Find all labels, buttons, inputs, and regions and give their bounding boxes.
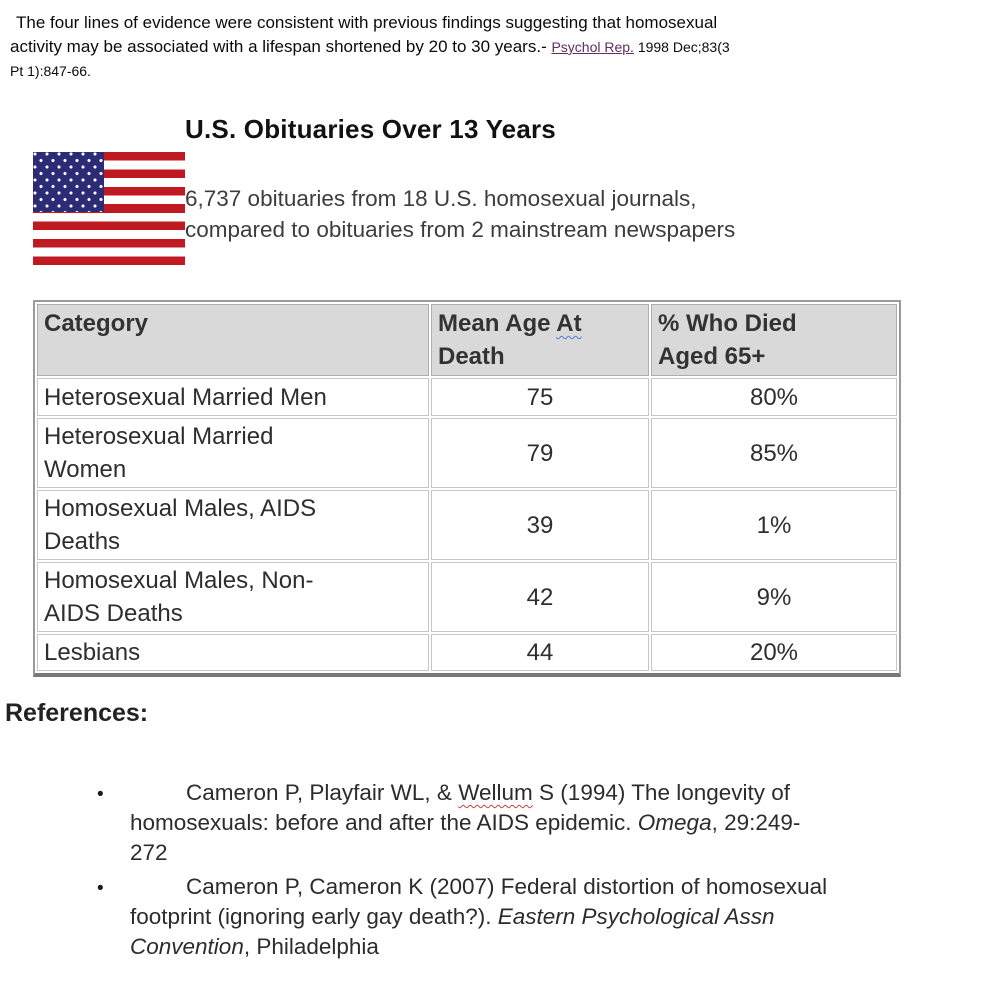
category-text: Heterosexual Married Women	[44, 423, 274, 483]
mean-age-pre: Mean Age	[438, 310, 557, 337]
category-text: Heterosexual Married Men	[44, 383, 327, 411]
ref-journal-italic: Convention	[130, 934, 244, 959]
category-header-label: Category	[44, 310, 149, 337]
mean-age-squiggle-word: At	[556, 310, 582, 337]
category-cell	[37, 562, 429, 632]
category-text: Homosexual Males, Non-AIDS Deaths	[44, 567, 314, 627]
flag-stars-canton	[33, 152, 104, 212]
mean-age-header-label	[438, 307, 608, 373]
intro-line-2-text: activity may be associated with a lifespan shortened by 20 to 30 years.-	[10, 37, 552, 56]
mean-age-cell: 79	[431, 418, 649, 488]
subtitle-line-1: 6,737 obituaries from 18 U.S. homosexual journals,	[185, 186, 697, 211]
mean-age-cell: 75	[431, 378, 649, 416]
mean-age-post: Death	[438, 343, 505, 370]
ref-text: , Philadelphia	[243, 934, 379, 959]
ref-text: S (1994) The longevity of	[532, 780, 791, 805]
intro-line-1: The four lines of evidence were consistent with previous findings suggesting that homosexual	[16, 13, 718, 32]
pct-65-cell: 85%	[651, 418, 897, 488]
us-flag-icon	[33, 152, 185, 265]
pct-65-cell: 9%	[651, 562, 897, 632]
psychol-rep-link[interactable]: Psychol Rep.	[551, 39, 634, 55]
references-heading: References:	[5, 699, 149, 727]
column-header-pct-died-65	[651, 304, 897, 376]
pct-died-header-label: % Who Died Aged 65+	[658, 310, 797, 370]
category-cell	[37, 418, 429, 488]
reference-line	[130, 902, 930, 932]
category-text: Lesbians	[44, 639, 141, 666]
table-row	[37, 562, 897, 632]
category-cell	[37, 378, 429, 416]
intro-line-3: Pt 1):847-66.	[10, 63, 91, 79]
table-row	[37, 634, 897, 671]
citation-text: 1998 Dec;83(3	[633, 39, 730, 55]
ref-squiggle-word: Wellum	[458, 780, 533, 805]
reference-list	[97, 778, 930, 966]
subtitle-line-2: compared to obituaries from 2 mainstream newspapers	[185, 217, 736, 242]
table-header-row	[37, 304, 897, 376]
ref-journal-italic: Omega	[637, 810, 712, 835]
mean-age-cell: 44	[431, 634, 649, 671]
category-cell	[37, 634, 429, 671]
subtitle	[185, 183, 735, 245]
pct-65-cell: 80%	[651, 378, 897, 416]
reference-line: Cameron P, Cameron K (2007) Federal distortion of homosexual	[186, 874, 828, 899]
reference-line	[130, 778, 930, 808]
intro-line-2	[10, 35, 955, 59]
table-row	[37, 378, 897, 416]
pct-65-cell: 1%	[651, 490, 897, 560]
reference-line	[130, 932, 930, 962]
bullet-icon: •	[97, 784, 104, 805]
category-cell	[37, 490, 429, 560]
ref-text: , 29:249-	[711, 810, 801, 835]
category-text: Homosexual Males, AIDS Deaths	[44, 495, 317, 555]
pct-65-cell: 20%	[651, 634, 897, 671]
reference-line	[130, 808, 930, 838]
intro-paragraph	[10, 11, 955, 83]
ref-text: Cameron P, Playfair WL, &	[186, 780, 459, 805]
bullet-icon: •	[97, 878, 104, 899]
list-item	[97, 778, 930, 868]
table-row	[37, 490, 897, 560]
column-header-mean-age	[431, 304, 649, 376]
mean-age-cell: 42	[431, 562, 649, 632]
page-title: U.S. Obituaries Over 13 Years	[185, 114, 556, 144]
list-item	[97, 872, 930, 962]
ref-journal-italic: Eastern Psychological Assn	[497, 904, 775, 929]
table-row	[37, 418, 897, 488]
mean-age-cell: 39	[431, 490, 649, 560]
ref-text: footprint (ignoring early gay death?).	[130, 904, 498, 929]
obituaries-table	[33, 300, 901, 677]
column-header-category	[37, 304, 429, 376]
ref-text: homosexuals: before and after the AIDS epidemic.	[130, 810, 638, 835]
reference-line: 272	[130, 840, 168, 865]
